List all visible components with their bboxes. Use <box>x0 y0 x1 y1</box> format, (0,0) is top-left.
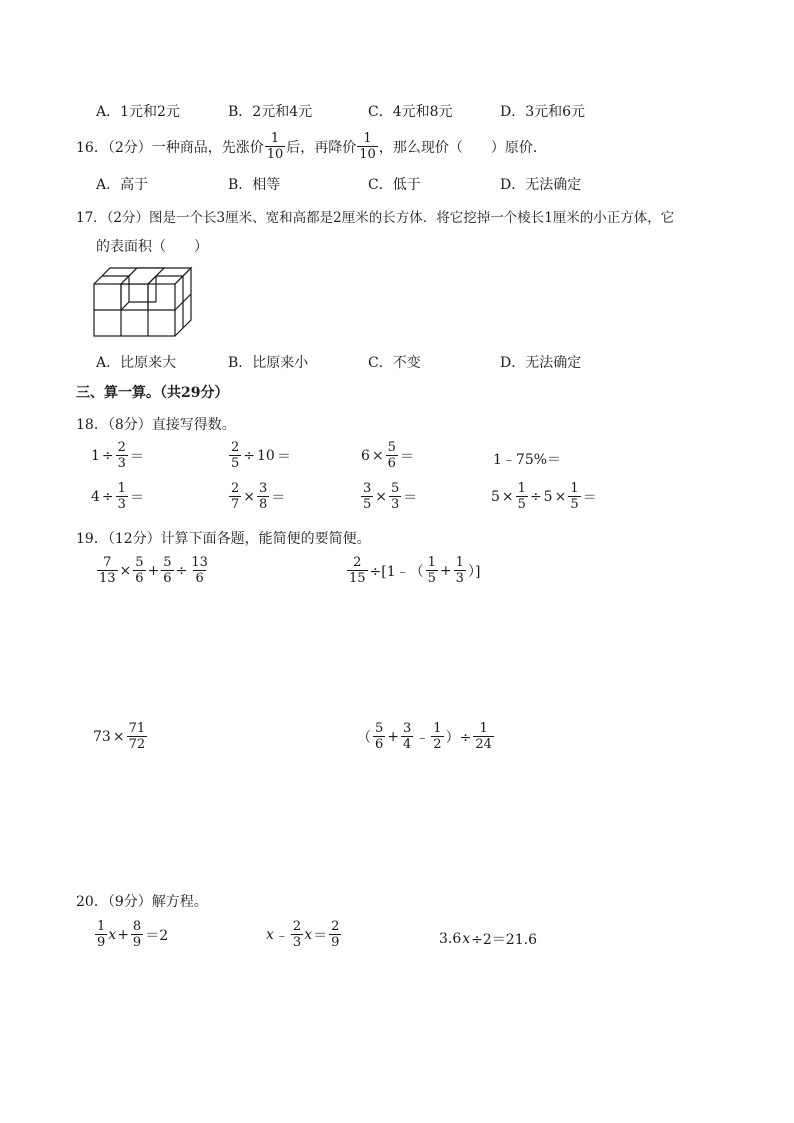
q17-option-a: A．比原来大 <box>96 355 177 371</box>
cuboid-figure <box>92 264 196 340</box>
q16-option-b: B．相等 <box>228 177 281 193</box>
q18-expr-8: 5 × $\frac{1}{5}$ ÷ 5 × $\frac{1}{5}$ ＝ <box>491 481 597 512</box>
q16-option-c: C．低于 <box>368 177 421 193</box>
q18-expr-1: 1 ÷ $\frac{2}{3}$ ＝ <box>91 440 144 471</box>
q16-middle: 后，再降价 <box>286 139 357 156</box>
q16-fraction-2: 1 10 <box>359 131 376 162</box>
q15-option-d: D．3元和6元 <box>500 104 586 120</box>
q16-prefix: 16．（2分）一种商品，先涨价 <box>76 139 264 156</box>
q16-option-a: A．高于 <box>96 177 149 193</box>
q17-option-b: B．比原来小 <box>228 355 309 371</box>
q19-problem-3: 73 × $\frac{71}{72}$ <box>93 721 146 752</box>
q16-suffix: ，那么现价（ ）原价． <box>378 139 547 156</box>
q16-option-d: D．无法确定 <box>500 177 582 193</box>
q18-title: 18．（8分）直接写得数。 <box>76 417 236 433</box>
q18-expr-3: 6 × $\frac{5}{6}$ ＝ <box>361 440 414 471</box>
q19-problem-2: $\frac{2}{15}$ ÷[1﹣（ 1 5 + $\frac{1}{3}$ ）] <box>349 555 481 586</box>
q20-equation-1: 1 9 x + $\frac{8}{9}$ ＝2 <box>97 919 169 950</box>
q17-option-c: C．不变 <box>368 355 421 371</box>
q15-option-a: A．1元和2元 <box>96 104 180 120</box>
q18-expr-7: $\frac{3}{5}$ × $\frac{5}{3}$ ＝ <box>363 481 418 512</box>
q17-option-d: D．无法确定 <box>500 355 582 371</box>
q16-fraction-1: 1 10 <box>266 131 284 162</box>
q19-problem-1: $\frac{7}{13}$ × $\frac{5}{6}$ + $\frac{5}{6}$ ÷ $\frac{13}{6}$ <box>99 555 208 586</box>
q20-equation-2: x ﹣ 2 3 x ＝ 2 9 <box>266 919 340 950</box>
q20-title: 20．（9分）解方程。 <box>76 894 208 910</box>
q17-line-1: 17．（2分）图是一个长3厘米、宽和高都是2厘米的长方体．将它挖掉一个棱长1厘米的小正方体，它 <box>76 210 675 226</box>
q18-expr-6: $\frac{2}{7}$ × $\frac{3}{8}$ ＝ <box>231 481 286 512</box>
q18-expr-5: 4 ÷ $\frac{1}{3}$ ＝ <box>91 481 144 512</box>
q18-expr-2: $\frac{2}{5}$ ÷ 10 ＝ <box>231 440 291 471</box>
q20-equation-3: 3.6 x ÷2＝21.6 <box>439 931 537 948</box>
q16-stem <box>76 132 547 161</box>
section-3-title: 三、算一算。（共29分） <box>76 385 229 401</box>
q17-line-2: 的表面积（ ） <box>96 239 208 255</box>
q18-expr-4: 1﹣75%＝ <box>493 452 562 468</box>
q19-problem-4: （ 5 6 + $\frac{3}{4}$ ﹣ 1 2 ）÷ $\frac{1}{24}$ <box>357 721 492 752</box>
q19-title: 19．（12分）计算下面各题，能简便的要简便。 <box>76 531 371 547</box>
q15-option-b: B．2元和4元 <box>228 104 313 120</box>
q15-option-c: C．4元和8元 <box>368 104 453 120</box>
